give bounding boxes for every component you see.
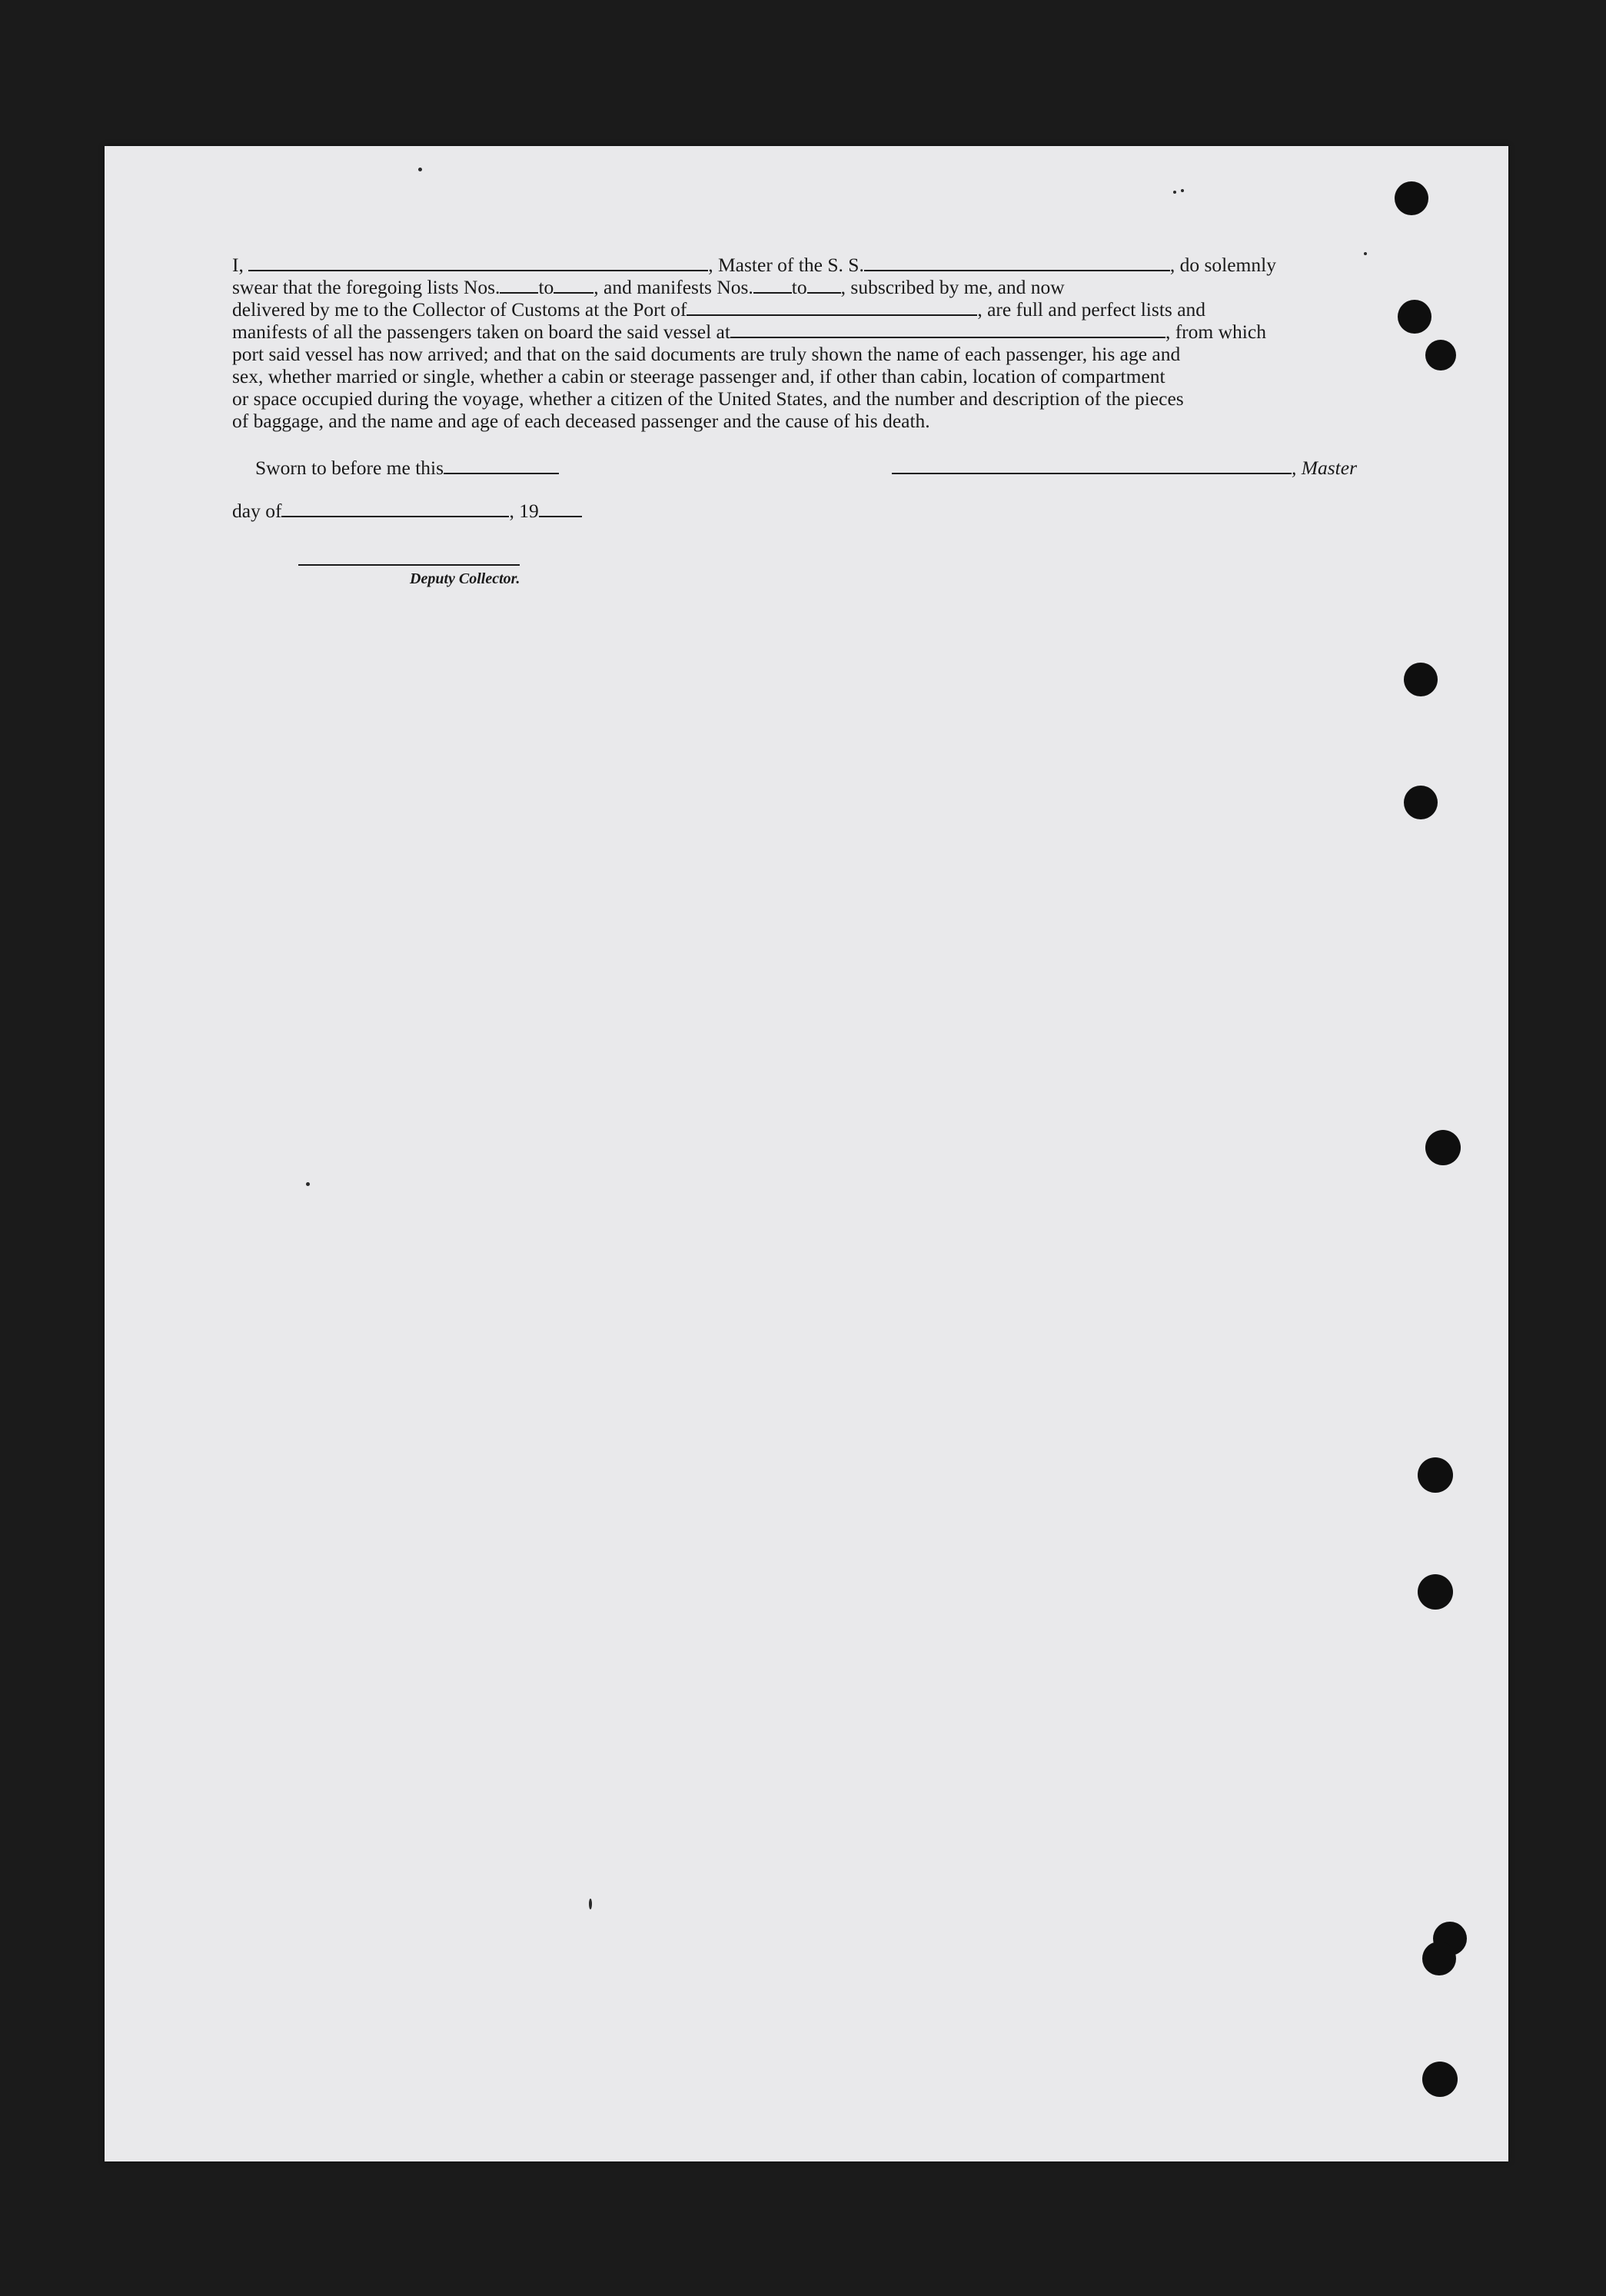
punch-hole	[1404, 786, 1438, 819]
oath-line-3: delivered by me to the Collector of Customs at the Port of , are full and perfect lists and	[232, 298, 1206, 321]
oath-line-7: or space occupied during the voyage, whether a citizen of the United States, and the number and description of the pieces	[232, 387, 1184, 410]
punch-hole	[1398, 300, 1431, 334]
master-signature-blank[interactable]	[892, 457, 1292, 474]
document-page	[105, 146, 1508, 2161]
speck	[1181, 189, 1184, 192]
oath-line-6: sex, whether married or single, whether a cabin or steerage passenger and, if other than cabin, location of compartment	[232, 365, 1165, 387]
sworn-day-blank[interactable]	[444, 457, 559, 474]
port-blank[interactable]	[687, 299, 977, 316]
month-blank[interactable]	[281, 500, 509, 517]
oath-line-4: manifests of all the passengers taken on board the said vessel at , from which	[232, 321, 1266, 343]
name-blank[interactable]	[248, 254, 708, 271]
punch-hole	[1422, 1942, 1456, 1975]
manifest-to-blank[interactable]	[807, 277, 841, 294]
punch-hole	[1422, 2062, 1458, 2097]
master-signature-line: , Master	[892, 457, 1357, 480]
punch-hole	[1425, 340, 1456, 370]
year-blank[interactable]	[539, 500, 582, 517]
speck	[418, 168, 422, 171]
list-from-blank[interactable]	[500, 277, 538, 294]
punch-hole	[1404, 663, 1438, 696]
oath-line-5: port said vessel has now arrived; and that on the said documents are truly shown the name of each passenger, his age and	[232, 343, 1181, 365]
embark-port-blank[interactable]	[730, 321, 1165, 338]
sworn-line: Sworn to before me this	[255, 457, 559, 480]
oath-line-8: of baggage, and the name and age of each deceased passenger and the cause of his death.	[232, 410, 930, 432]
ship-name-blank[interactable]	[864, 254, 1170, 271]
deputy-signature-blank[interactable]	[298, 564, 520, 566]
list-to-blank[interactable]	[554, 277, 594, 294]
date-line: day of , 19	[232, 500, 582, 523]
deputy-collector-label: Deputy Collector.	[410, 570, 520, 587]
oath-paragraph	[232, 254, 1373, 432]
punch-hole	[1395, 181, 1428, 215]
oath-line-2: swear that the foregoing lists Nos. to , and manifests Nos. to , subscribed by me, and now	[232, 276, 1065, 298]
punch-hole	[1425, 1130, 1461, 1165]
oath-line-1: I, , Master of the S. S. , do solemnly	[232, 254, 1276, 276]
speck	[306, 1182, 310, 1186]
speck	[589, 1899, 592, 1909]
punch-hole	[1418, 1574, 1453, 1610]
speck	[1173, 191, 1176, 194]
manifest-from-blank[interactable]	[753, 277, 792, 294]
punch-hole	[1418, 1457, 1453, 1493]
